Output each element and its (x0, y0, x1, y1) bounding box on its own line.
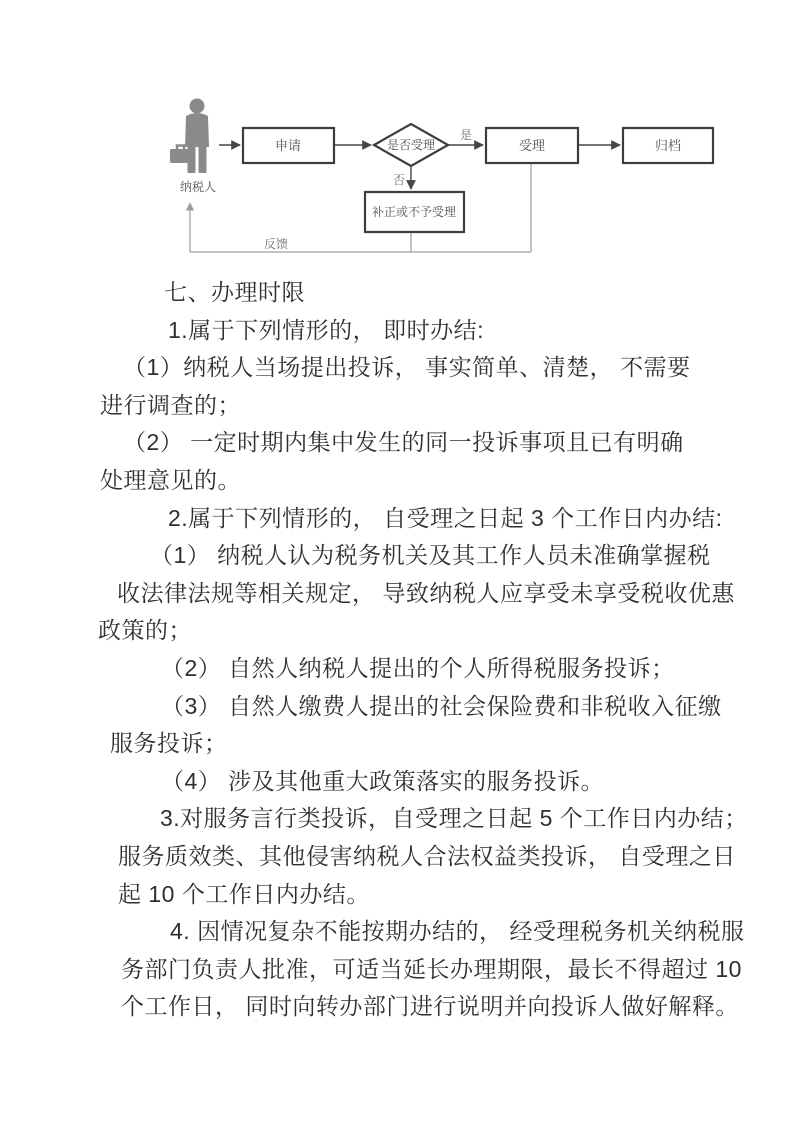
document-line: 2.属于下列情形的， 自受理之日起 3 个工作日内办结: (168, 504, 723, 531)
document-line: 处理意见的。 (100, 466, 241, 493)
document-line: 服务投诉； (110, 730, 228, 757)
document-line: （2） 自然人纳税人提出的个人所得税服务投诉； (161, 654, 675, 681)
edge-label-no: 否 (393, 173, 406, 187)
flow-node-archive-label: 归档 (654, 138, 682, 153)
document-line: 收法律法规等相关规定， 导致纳税人应享受未享受税收优惠 (117, 579, 735, 606)
document-line: 务部门负责人批准，可适当延长办理期限，最长不得超过 10 (121, 955, 742, 982)
section-heading: 七、办理时限 (164, 279, 305, 305)
flow-node-decision-label: 是否受理 (386, 138, 436, 152)
document-line: （1）纳税人当场提出投诉， 事实简单、清楚， 不需要 (123, 354, 691, 381)
taxpayer-icon (170, 99, 209, 174)
document-line: 政策的； (98, 617, 192, 644)
document-line: 起 10 个工作日内办结。 (118, 880, 370, 907)
document-line: 服务质效类、其他侵害纳税人合法权益类投诉， 自受理之日 (118, 842, 736, 869)
flow-node-archive (623, 128, 713, 163)
flow-node-decision (374, 124, 448, 166)
document-line: 进行调查的； (100, 391, 241, 418)
document-line: （1） 纳税人认为税务机关及其工作人员未准确掌握税 (150, 542, 711, 569)
process-flowchart (0, 0, 793, 270)
document-line: （2） 一定时期内集中发生的同一投诉事项且已有明确 (123, 429, 684, 456)
document-line: 4. 因情况复杂不能按期办结的， 经受理税务机关纳税服 (170, 918, 745, 945)
document-line: （3） 自然人缴费人提出的社会保险费和非税收入征缴 (161, 692, 722, 719)
flow-node-accept (486, 128, 578, 163)
edge-label-yes: 是 (460, 128, 473, 142)
flow-node-apply (243, 128, 334, 163)
document-body (97, 274, 748, 1026)
taxpayer-label: 纳税人 (179, 180, 217, 194)
flow-node-apply-label: 申请 (274, 138, 302, 153)
document-line: （4） 涉及其他重大政策落实的服务投诉。 (161, 767, 605, 794)
edge-label-feedback: 反馈 (264, 237, 289, 251)
flow-node-correct-label: 补正或不予受理 (371, 205, 457, 219)
flow-node-correct (365, 192, 464, 232)
document-line: 3.对服务言行类投诉，自受理之日起 5 个工作日内办结； (160, 805, 748, 832)
edge-feedback-to-taxpayer (190, 203, 531, 252)
document-line: 1.属于下列情形的， 即时办结: (168, 316, 484, 343)
flow-node-accept-label: 受理 (518, 138, 546, 153)
document-line: 个工作日， 同时向转办部门进行说明并向投诉人做好解释。 (121, 993, 739, 1020)
